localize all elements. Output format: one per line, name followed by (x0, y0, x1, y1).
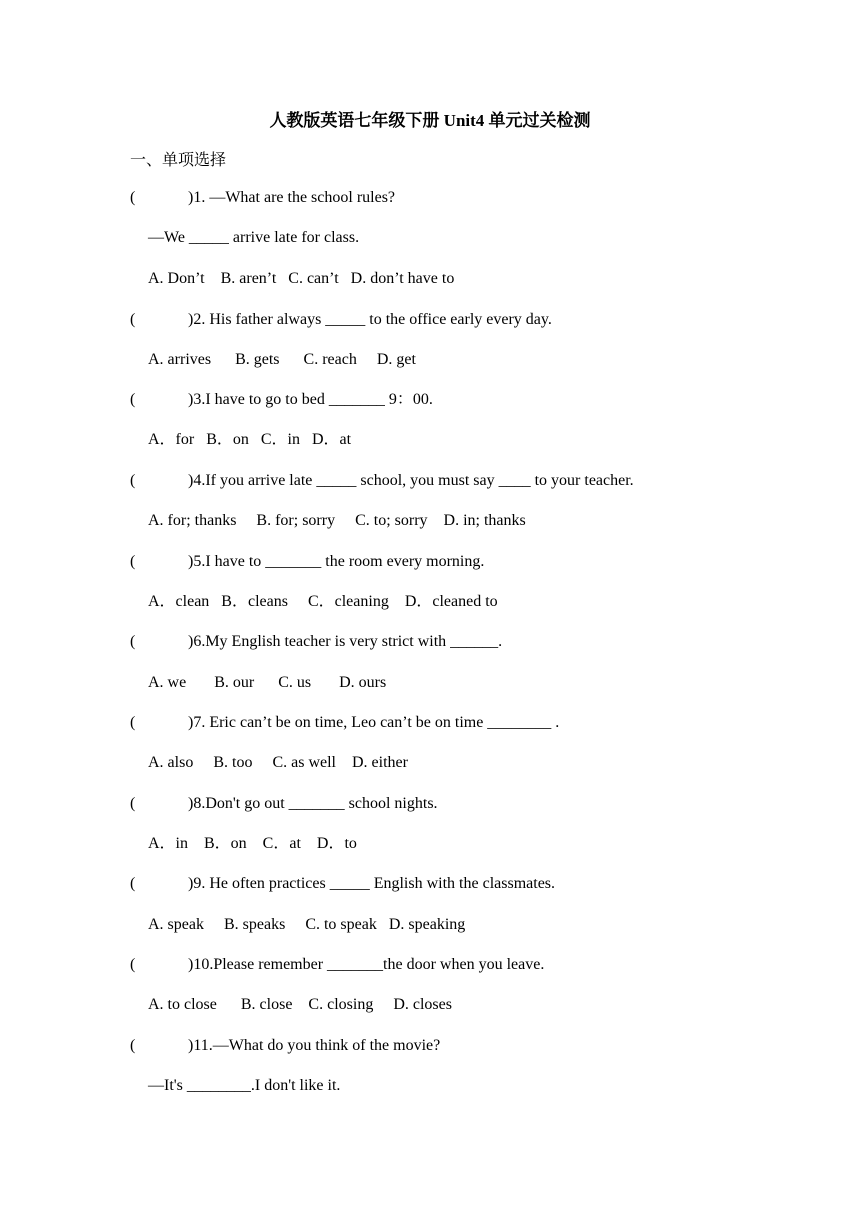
answer-blank: ( (130, 189, 136, 206)
question-2-stem: ( )2. His father always _____ to the office early every day. (130, 311, 552, 328)
question-10-options: A. to close B. close C. closing D. closes (148, 996, 452, 1013)
answer-blank: ( (130, 956, 136, 973)
question-10-stem: ( )10.Please remember _______the door when you leave. (130, 956, 545, 973)
answer-blank: ( (130, 391, 136, 408)
answer-blank: ( (130, 714, 136, 731)
question-3-options: A．for B．on C．in D．at (148, 431, 352, 448)
question-7-stem: ( )7. Eric can’t be on time, Leo can’t be on time ________ . (130, 714, 560, 731)
answer-blank: ( (130, 795, 136, 812)
section-heading: 一、单项选择 (130, 152, 227, 169)
question-6-stem: ( )6.My English teacher is very strict with ______. (130, 633, 503, 650)
question-8-stem: ( )8.Don't go out _______ school nights. (130, 795, 438, 812)
question-7-options: A. also B. too C. as well D. either (148, 754, 408, 771)
answer-blank: ( (130, 553, 136, 570)
question-11-stem: ( )11.—What do you think of the movie? (130, 1037, 441, 1054)
question-6-options: A. we B. our C. us D. ours (148, 674, 387, 691)
answer-blank: ( (130, 472, 136, 489)
question-8-options: A．in B．on C．at D．to (148, 835, 357, 852)
question-1-options: A. Don’t B. aren’t C. can’t D. don’t have to (148, 270, 455, 287)
document-title: 人教版英语七年级下册 Unit4 单元过关检测 (269, 111, 591, 130)
question-4-stem: ( )4.If you arrive late _____ school, you must say ____ to your teacher. (130, 472, 634, 489)
question-4-options: A. for; thanks B. for; sorry C. to; sorry D. in; thanks (148, 512, 526, 529)
answer-blank: ( (130, 633, 136, 650)
answer-blank: ( (130, 875, 136, 892)
question-11-sub: —It's ________.I don't like it. (148, 1077, 341, 1094)
question-5-options: A．clean B．cleans C．cleaning D．cleaned to (148, 593, 498, 610)
question-1-sub: —We _____ arrive late for class. (148, 229, 360, 246)
question-1-stem: ( )1. —What are the school rules? (130, 189, 396, 206)
question-5-stem: ( )5.I have to _______ the room every morning. (130, 553, 485, 570)
answer-blank: ( (130, 311, 136, 328)
question-2-options: A. arrives B. gets C. reach D. get (148, 351, 416, 368)
answer-blank: ( (130, 1037, 136, 1054)
question-3-stem: ( )3.I have to go to bed _______ 9：00. (130, 391, 433, 408)
question-9-stem: ( )9. He often practices _____ English with the classmates. (130, 875, 556, 892)
question-9-options: A. speak B. speaks C. to speak D. speaking (148, 916, 466, 933)
